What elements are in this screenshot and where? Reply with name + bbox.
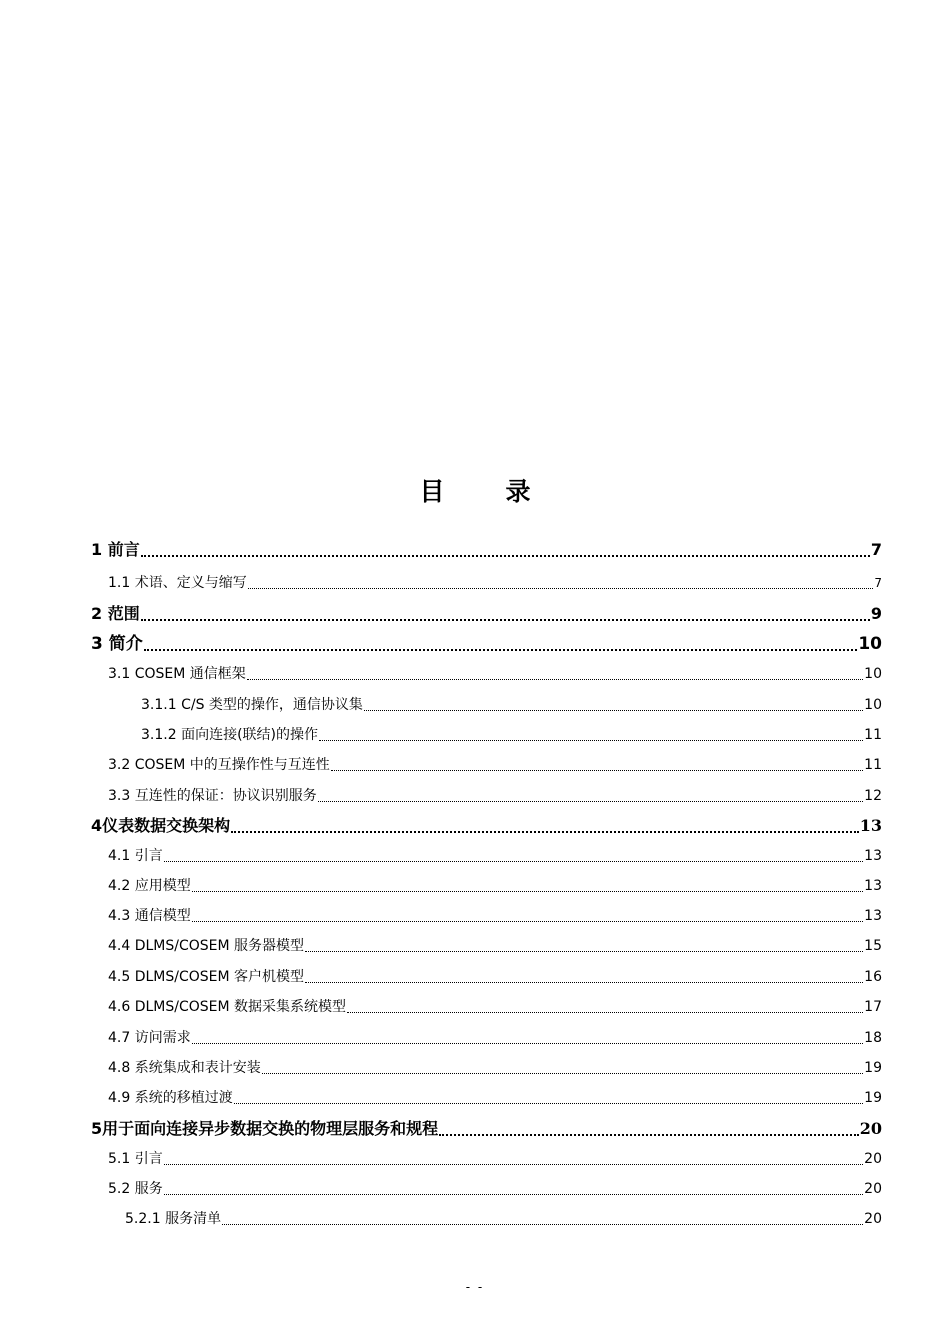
toc-entry-page: 18 — [864, 1030, 882, 1046]
page-footer: - - — [465, 1280, 485, 1294]
toc-entry-label: 3.2 COSEM 中的互操作性与互连性 — [108, 757, 330, 773]
toc-entry-label: 4.7 访问需求 — [108, 1030, 191, 1046]
toc-entry-page: 20 — [864, 1211, 882, 1227]
toc-dot-leader — [364, 693, 863, 717]
toc-dot-leader — [192, 904, 863, 928]
toc-entry-3-1-2[interactable] — [0, 723, 882, 747]
toc-entry-label: 5用于面向连接异步数据交换的物理层服务和规程 — [91, 1119, 439, 1138]
toc-entry-label: 5.2.1 服务清单 — [125, 1211, 222, 1227]
toc-entry-page: 7 — [874, 576, 882, 590]
toc-dot-leader — [331, 753, 863, 777]
toc-entry-page: 10 — [858, 634, 882, 654]
toc-entry-2[interactable] — [0, 602, 882, 626]
toc-entry-4-2[interactable] — [0, 874, 882, 898]
toc-entry-label: 2 范围 — [91, 604, 140, 623]
toc-entry-5-2[interactable] — [0, 1177, 882, 1201]
toc-entry-page: 16 — [864, 969, 882, 985]
toc-entry-page: 11 — [864, 727, 882, 743]
toc-entry-page: 13 — [859, 816, 882, 835]
toc-entry-3-3[interactable] — [0, 784, 882, 808]
toc-entry-label: 3.1 COSEM 通信框架 — [108, 666, 246, 682]
toc-entry-label: 3 简介 — [91, 634, 143, 654]
toc-entry-4-5[interactable] — [0, 965, 882, 989]
toc-entry-page: 10 — [864, 666, 882, 682]
toc-entry-3-1-1[interactable] — [0, 693, 882, 717]
toc-entry-4-3[interactable] — [0, 904, 882, 928]
toc-entry-1-1[interactable] — [0, 571, 882, 595]
toc-entry-page: 20 — [864, 1151, 882, 1167]
toc-entry-4-9[interactable] — [0, 1086, 882, 1110]
toc-dot-leader — [305, 965, 863, 989]
toc-entry-label: 3.3 互连性的保证：协议识别服务 — [108, 788, 317, 804]
toc-entry-label: 4.1 引言 — [108, 848, 163, 864]
toc-entry-page: 13 — [864, 848, 882, 864]
toc-entry-label: 4.5 DLMS/COSEM 客户机模型 — [108, 969, 305, 985]
toc-entry-label: 4.8 系统集成和表计安装 — [108, 1060, 261, 1076]
toc-entry-4-4[interactable] — [0, 934, 882, 958]
toc-entry-label: 4.2 应用模型 — [108, 878, 191, 894]
toc-dot-leader — [231, 814, 859, 838]
toc-entry-5-2-1[interactable] — [0, 1207, 882, 1231]
toc-dot-leader — [262, 1056, 863, 1080]
toc-entry-label: 1.1 术语、定义与缩写 — [108, 575, 247, 591]
toc-dot-leader — [319, 723, 863, 747]
toc-entry-label: 5.2 服务 — [108, 1181, 163, 1197]
toc-entry-3-2[interactable] — [0, 753, 882, 777]
toc-entry-page: 10 — [864, 697, 882, 713]
toc-entry-3[interactable] — [0, 632, 882, 656]
toc-entry-label: 4仪表数据交换架构 — [91, 816, 231, 835]
toc-entry-page: 19 — [864, 1090, 882, 1106]
toc-entry-label: 3.1.2 面向连接(联结)的操作 — [141, 727, 318, 743]
toc-dot-leader — [318, 784, 863, 808]
toc-entry-4-8[interactable] — [0, 1056, 882, 1080]
toc-entry-page: 19 — [864, 1060, 882, 1076]
toc-entry-page: 13 — [864, 878, 882, 894]
toc-entry-page: 17 — [864, 999, 882, 1015]
toc-entry-1[interactable] — [0, 538, 882, 562]
toc-entry-4[interactable] — [0, 814, 882, 838]
toc-dot-leader — [141, 602, 870, 626]
toc-dot-leader — [305, 934, 863, 958]
toc-dot-leader — [234, 1086, 863, 1110]
toc-entry-5[interactable] — [0, 1117, 882, 1141]
toc-dot-leader — [164, 844, 863, 868]
toc-entry-label: 4.9 系统的移植过渡 — [108, 1090, 233, 1106]
toc-entry-3-1[interactable] — [0, 662, 882, 686]
toc-title: 目 录 — [419, 477, 549, 506]
toc-entry-label: 1 前言 — [91, 540, 140, 559]
toc-dot-leader — [347, 995, 863, 1019]
toc-dot-leader — [192, 874, 863, 898]
toc-entry-page: 7 — [870, 540, 882, 559]
toc-entry-4-6[interactable] — [0, 995, 882, 1019]
toc-entry-page: 20 — [864, 1181, 882, 1197]
toc-entry-page: 15 — [864, 938, 882, 954]
toc-entry-4-1[interactable] — [0, 844, 882, 868]
toc-dot-leader — [192, 1026, 863, 1050]
toc-entry-label: 5.1 引言 — [108, 1151, 163, 1167]
toc-entry-page: 13 — [864, 908, 882, 924]
toc-entry-label: 4.3 通信模型 — [108, 908, 191, 924]
toc-entry-page: 12 — [864, 788, 882, 804]
toc-entry-label: 3.1.1 C/S 类型的操作，通信协议集 — [141, 697, 363, 713]
toc-dot-leader — [247, 662, 863, 686]
toc-dot-leader — [164, 1147, 863, 1171]
toc-entry-page: 9 — [870, 604, 882, 623]
toc-dot-leader — [439, 1117, 859, 1141]
toc-dot-leader — [141, 538, 870, 562]
toc-entry-label: 4.4 DLMS/COSEM 服务器模型 — [108, 938, 305, 954]
toc-dot-leader — [164, 1177, 863, 1201]
toc-entry-5-1[interactable] — [0, 1147, 882, 1171]
toc-dot-leader — [144, 632, 858, 656]
toc-entry-page: 20 — [859, 1119, 882, 1138]
toc-dot-leader — [222, 1207, 863, 1231]
toc-entry-label: 4.6 DLMS/COSEM 数据采集系统模型 — [108, 999, 347, 1015]
toc-entry-4-7[interactable] — [0, 1026, 882, 1050]
toc-dot-leader — [248, 571, 874, 595]
toc-entry-page: 11 — [864, 757, 882, 773]
